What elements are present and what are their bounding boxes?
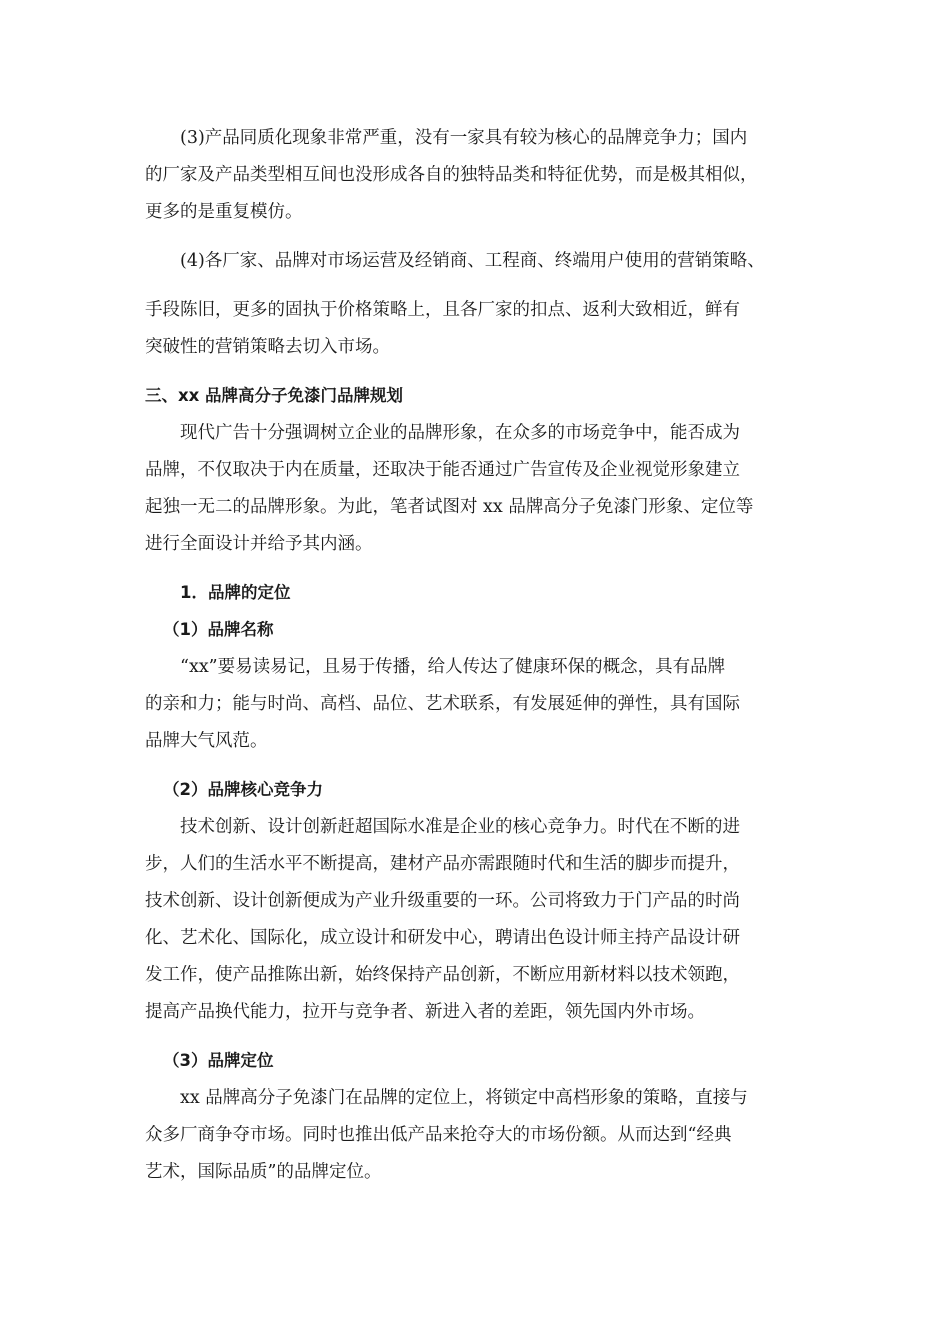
- core-line-3: 技术创新、设计创新便成为产业升级重要的一环。公司将致力于门产品的时尚: [145, 891, 740, 911]
- para-3-line-1: (3)产品同质化现象非常严重，没有一家具有较为核心的品牌竞争力；国内: [180, 128, 748, 148]
- para-4-line-3: 突破性的营销策略去切入市场。: [145, 337, 390, 357]
- core-line-2: 步，人们的生活水平不断提高，建材产品亦需跟随时代和生活的脚步而提升，: [145, 854, 740, 874]
- subheading-positioning: 1．品牌的定位: [180, 583, 291, 602]
- intro-line-4: 进行全面设计并给予其内涵。: [145, 534, 373, 554]
- positioning-line-1: xx 品牌高分子免漆门在品牌的定位上，将锁定中高档形象的策略，直接与: [180, 1088, 748, 1108]
- core-line-5: 发工作，使产品推陈出新，始终保持产品创新，不断应用新材料以技术领跑，: [145, 965, 740, 985]
- para-3-line-3: 更多的是重复模仿。: [145, 202, 303, 222]
- para-4-line-2: 手段陈旧，更多的固执于价格策略上，且各厂家的扣点、返利大致相近，鲜有: [145, 300, 740, 320]
- core-line-4: 化、艺术化、国际化，成立设计和研发中心，聘请出色设计师主持产品设计研: [145, 928, 740, 948]
- intro-line-2: 品牌，不仅取决于内在质量，还取决于能否通过广告宣传及企业视觉形象建立: [145, 460, 740, 480]
- para-4-line-1: (4)各厂家、品牌对市场运营及经销商、工程商、终端用户使用的营销策略、: [180, 251, 765, 271]
- brand-name-line-1: “xx”要易读易记，且易于传播，给人传达了健康环保的概念，具有品牌: [180, 657, 726, 677]
- core-line-1: 技术创新、设计创新赶超国际水准是企业的核心竞争力。时代在不断的进: [180, 817, 740, 837]
- positioning-line-3: 艺术，国际品质”的品牌定位。: [145, 1162, 382, 1182]
- para-3-line-2: 的厂家及产品类型相互间也没形成各自的独特品类和特征优势，而是极其相似，: [145, 165, 758, 185]
- brand-name-line-3: 品牌大气风范。: [145, 731, 268, 751]
- intro-line-1: 现代广告十分强调树立企业的品牌形象，在众多的市场竞争中，能否成为: [180, 423, 740, 443]
- subheading-brand-positioning: （3）品牌定位: [163, 1051, 274, 1070]
- subheading-core-competitiveness: （2）品牌核心竞争力: [163, 780, 323, 799]
- subheading-brand-name: （1）品牌名称: [163, 620, 274, 639]
- core-line-6: 提高产品换代能力，拉开与竞争者、新进入者的差距，领先国内外市场。: [145, 1002, 705, 1022]
- intro-line-3: 起独一无二的品牌形象。为此，笔者试图对 xx 品牌高分子免漆门形象、定位等: [145, 497, 754, 517]
- positioning-line-2: 众多厂商争夺市场。同时也推出低产品来抢夺大的市场份额。从而达到“经典: [145, 1125, 732, 1145]
- section-heading: 三、xx 品牌高分子免漆门品牌规划: [145, 386, 404, 405]
- brand-name-line-2: 的亲和力；能与时尚、高档、品位、艺术联系，有发展延伸的弹性，具有国际: [145, 694, 740, 714]
